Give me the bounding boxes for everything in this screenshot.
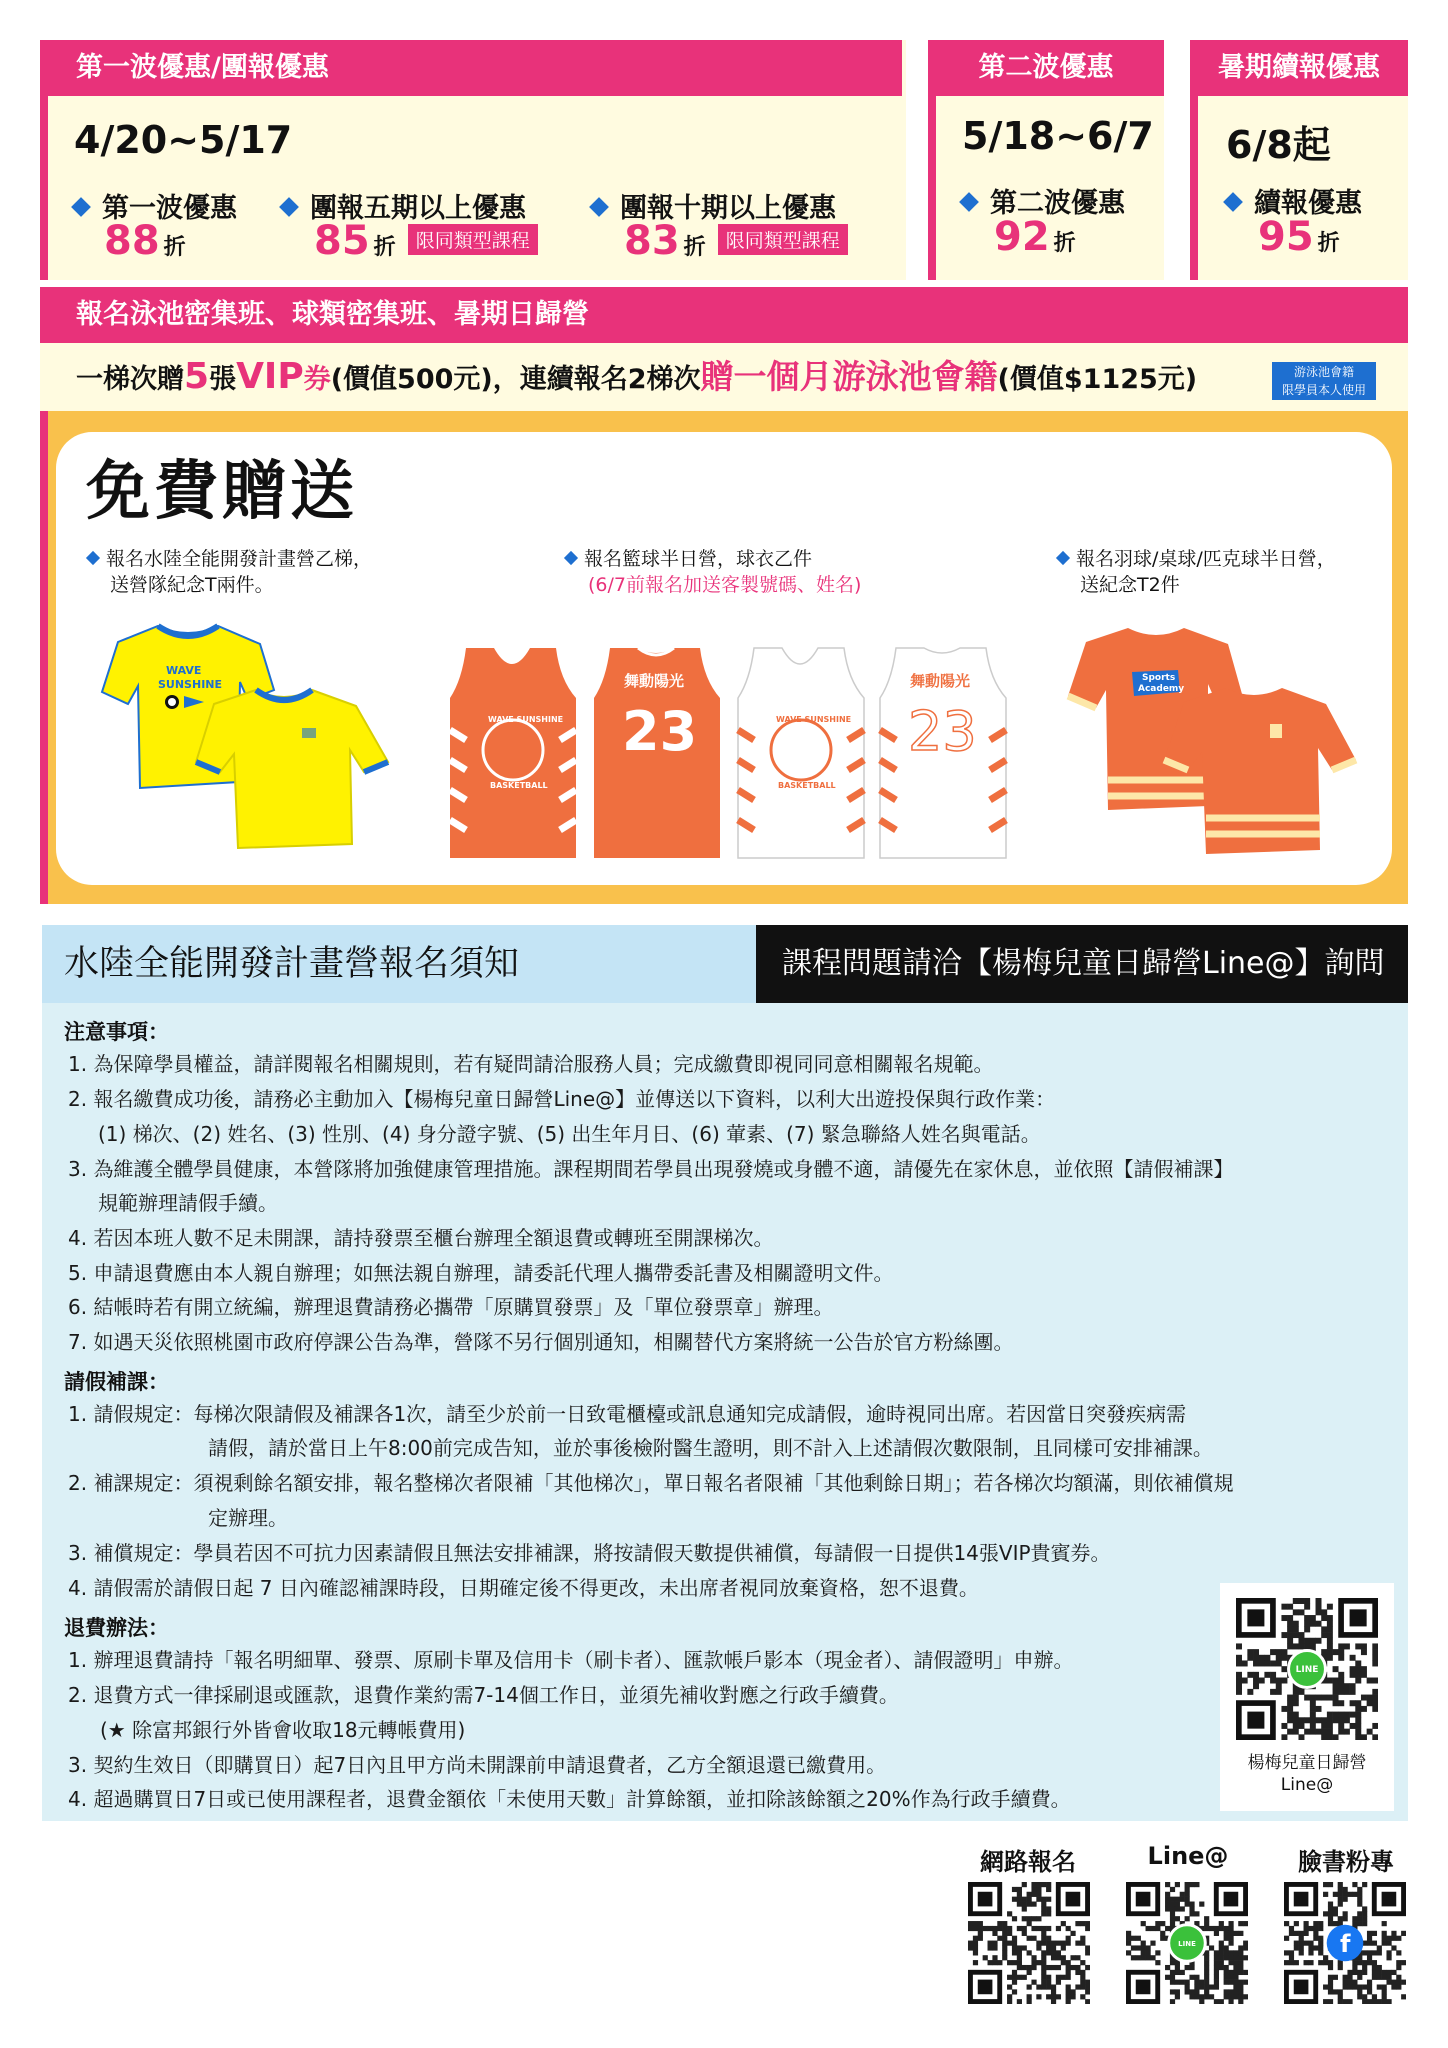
svg-text:BASKETBALL: BASKETBALL (778, 781, 836, 790)
refund-item: 3. 契約生效日（即購買日）起7日內且甲方尚未開課前申請退費者，乙方全額退還已繳費用。 (68, 1753, 887, 1777)
discount-wave1: 88 折 (104, 218, 186, 264)
course-banner-title: 報名泳池密集班、球類密集班、暑期日歸營 (40, 287, 1408, 343)
jersey-white-number (880, 648, 1006, 858)
yellow-tshirts-image (88, 612, 404, 852)
diamond-bullet-icon (1223, 192, 1243, 212)
leave-item: 請假，請於當日上午8:00前完成告知，並於事後檢附醫生證明，則不計入上述請假次數限制，且同樣可安排補課。 (208, 1436, 1213, 1460)
notice-contact: 課程問題請洽【楊梅兒童日歸營Line@】詢問 (756, 925, 1408, 1003)
notice-item: 2. 報名繳費成功後，請務必主動加入【楊梅兒童日歸營Line@】並傳送以下資料，以利大出遊投保與行政作業： (68, 1087, 1056, 1111)
vip-offer-line: 一梯次贈5張VIP券(價值500元)，連續報名2梯次贈一個月游泳池會籍(價值$1125元) (40, 343, 1408, 411)
svg-text:BASKETBALL: BASKETBALL (490, 781, 548, 790)
svg-text:23: 23 (622, 700, 698, 763)
qr-label-online: 網路報名 (980, 1848, 1076, 1876)
qr-code-icon (1126, 1882, 1248, 2004)
gifts-title: 免費贈送 (86, 455, 358, 529)
diamond-bullet-icon (86, 551, 100, 565)
promo-wave2-header: 第二波優惠 (928, 40, 1164, 96)
svg-text:WAVE: WAVE (166, 664, 202, 677)
promo-wave2-date: 5/18~6/7 (962, 114, 1154, 158)
diamond-bullet-icon (1056, 551, 1070, 565)
tag-same-type: 限同類型課程 (408, 224, 538, 255)
promo-renewal-stripe (1190, 96, 1198, 280)
qr-code-icon (1284, 1882, 1406, 2004)
refund-item: (★ 除富邦銀行外皆會收取18元轉帳費用) (100, 1718, 466, 1742)
discount-renewal: 95 折 (1258, 214, 1340, 260)
svg-text:Academy: Academy (1138, 684, 1185, 694)
jersey-white-logo (738, 648, 864, 858)
line-icon (1169, 1925, 1206, 1962)
tier-group5: 團報五期以上優惠 (282, 186, 526, 225)
promo-wave1-header: 第一波優惠/團報優惠 (40, 40, 902, 96)
svg-text:LINE: LINE (1295, 1665, 1319, 1675)
svg-text:f: f (1340, 1930, 1351, 1958)
notice-item: 5. 申請退費應由本人親自辦理；如無法親自辦理，請委託代理人攜帶委託書及相關證明文件。 (68, 1261, 894, 1285)
svg-text:SUNSHINE: SUNSHINE (158, 678, 223, 691)
qr-facebook[interactable] (1284, 1882, 1406, 2004)
svg-text:23: 23 (908, 700, 977, 763)
qr-code-icon (968, 1882, 1090, 2004)
svg-text:舞動陽光: 舞動陽光 (624, 672, 685, 690)
svg-text:Sports: Sports (1142, 673, 1176, 683)
promo-wave1-left-stripe (40, 96, 48, 280)
qr-label-line: Line@ (1147, 1842, 1229, 1870)
leave-item: 定辦理。 (208, 1506, 288, 1530)
section-heading-refund: 退費辦法： (64, 1616, 169, 1640)
notice-item: 7. 如遇天災依照桃園市政府停課公告為準，營隊不另行個別通知，相關替代方案將統一公告於官方粉絲團。 (68, 1330, 1014, 1354)
facebook-icon (1327, 1925, 1364, 1962)
tier-renewal: 續報優惠 (1226, 181, 1362, 220)
qr-online-signup[interactable] (968, 1882, 1090, 2004)
gift-item-basketball: 報名籃球半日營，球衣乙件 (6/7前報名加送客製號碼、姓名) (566, 546, 861, 598)
basketball-jerseys-image (448, 640, 1008, 864)
svg-text:LINE: LINE (1178, 1940, 1196, 1948)
diamond-bullet-icon (279, 197, 299, 217)
notice-item: 1. 為保障學員權益，請詳閱報名相關規則，若有疑問請洽服務人員；完成繳費即視同同意相關報名規範。 (68, 1052, 994, 1076)
tier-group10: 團報十期以上優惠 (592, 186, 836, 225)
leave-item: 1. 請假規定：每梯次限請假及補課各1次，請至少於前一日致電櫃檯或訊息通知完成請假，逾時視同出席。若因當日突發疾病需 (68, 1402, 1187, 1426)
promo-renewal-header: 暑期續報優惠 (1190, 40, 1408, 96)
refund-item: 2. 退費方式一律採刷退或匯款，退費作業約需7-14個工作日，並須先補收對應之行政手續費。 (68, 1683, 899, 1707)
notice-item: 4. 若因本班人數不足未開課，請持發票至櫃台辦理全額退費或轉班至開課梯次。 (68, 1226, 774, 1250)
promo-wave1-date: 4/20~5/17 (74, 118, 293, 162)
discount-group5: 85 折 限同類型課程 (314, 218, 538, 264)
qr-code-icon (1236, 1598, 1378, 1740)
diamond-bullet-icon (71, 197, 91, 217)
notice-title: 水陸全能開發計畫營報名須知 (42, 925, 756, 1003)
tier-wave2: 第二波優惠 (962, 181, 1125, 220)
section-heading-leave: 請假補課： (64, 1370, 169, 1394)
tag-same-type: 限同類型課程 (718, 224, 848, 255)
notice-item: 6. 結帳時若有開立統編，辦理退費請務必攜帶「原購買發票」及「單位發票章」辦理。 (68, 1295, 834, 1319)
refund-item: 4. 超過購買日7日或已使用課程者，退費金額依「未使用天數」計算餘額，並扣除該餘額之20%作為行政手續費。 (68, 1787, 1071, 1811)
leave-item: 2. 補課規定：須視剩餘名額安排，報名整梯次者限補「其他梯次」，單日報名者限補「其他剩餘日期」；若各梯次均額滿，則依補償規 (68, 1471, 1234, 1495)
line-qr-caption: 楊梅兒童日歸營 Line@ (1247, 1753, 1367, 1795)
line-qr-code[interactable] (1236, 1598, 1378, 1740)
svg-text:舞動陽光: 舞動陽光 (910, 672, 971, 690)
tier-wave1: 第一波優惠 (74, 186, 237, 225)
gift-item-racket: 報名羽球/桌球/匹克球半日營， 送紀念T2件 (1058, 546, 1336, 598)
line-icon (1289, 1651, 1326, 1688)
notice-item: (1) 梯次、(2) 姓名、(3) 性別、(4) 身分證字號、(5) 出生年月日、(6) 葷素、(7) 緊急聯絡人姓名與電話。 (98, 1122, 1041, 1146)
diamond-bullet-icon (589, 197, 609, 217)
jersey-orange-number (594, 648, 720, 858)
diamond-bullet-icon (564, 551, 578, 565)
svg-text:WAVE SUNSHINE: WAVE SUNSHINE (488, 715, 564, 724)
qr-line[interactable] (1126, 1882, 1248, 2004)
membership-note-badge: 游泳池會籍 限學員本人使用 (1272, 362, 1376, 400)
refund-item: 1. 辦理退費請持「報名明細單、發票、原刷卡單及信用卡（刷卡者）、匯款帳戶影本（現金者）、請假證明」申辦。 (68, 1648, 1074, 1672)
gift-item-camp: 報名水陸全能開發計畫營乙梯， 送營隊紀念T兩件。 (88, 546, 372, 598)
orange-tshirts-image (1056, 620, 1372, 860)
jersey-orange-logo (450, 648, 576, 858)
leave-item: 4. 請假需於請假日起 7 日內確認補課時段，日期確定後不得更改，未出席者視同放棄資格，恕不退費。 (68, 1576, 979, 1600)
diamond-bullet-icon (959, 192, 979, 212)
promo-renewal-date: 6/8起 (1226, 123, 1331, 167)
section-heading-notes: 注意事項： (64, 1020, 169, 1044)
leave-item: 3. 補償規定：學員若因不可抗力因素請假且無法安排補課，將按請假天數提供補償，每請假一日提供14張VIP貴賓券。 (68, 1541, 1111, 1565)
notice-item: 規範辦理請假手續。 (98, 1191, 278, 1215)
discount-group10: 83 折 限同類型課程 (624, 218, 848, 264)
notice-item: 3. 為維護全體學員健康，本營隊將加強健康管理措施。課程期間若學員出現發燒或身體不適，請優先在家休息，並依照【請假補課】 (68, 1157, 1234, 1181)
promo-wave2-stripe (928, 96, 936, 280)
discount-wave2: 92 折 (994, 214, 1076, 260)
svg-text:WAVE SUNSHINE: WAVE SUNSHINE (776, 715, 852, 724)
qr-label-facebook: 臉書粉專 (1298, 1848, 1394, 1876)
